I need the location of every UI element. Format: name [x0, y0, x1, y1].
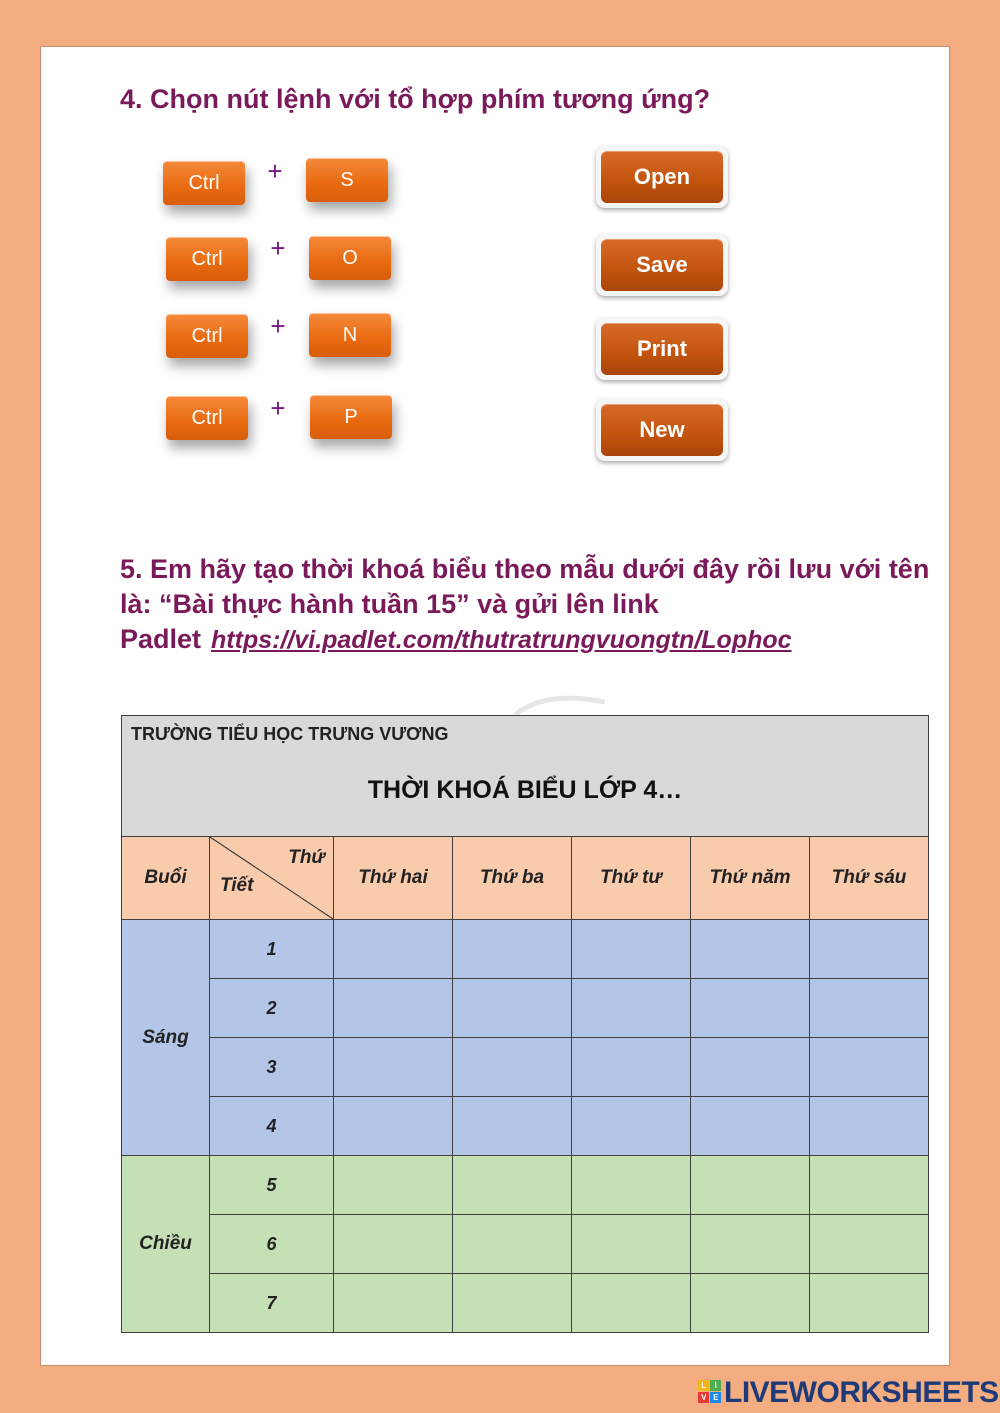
new-button[interactable]: New	[596, 399, 728, 461]
ctrl-key: Ctrl	[166, 396, 248, 440]
morning-session: Sáng	[122, 920, 210, 1156]
session-header: Buổi	[122, 837, 210, 920]
liveworksheets-logo[interactable]	[698, 1376, 999, 1410]
plus-sign: +	[270, 393, 286, 423]
day-label: Thứ	[288, 847, 325, 868]
diagonal-header	[210, 837, 334, 920]
ctrl-key: Ctrl	[163, 161, 245, 205]
period-number: 6	[210, 1215, 334, 1274]
day-header: Thứ tư	[572, 837, 691, 920]
timetable-cell[interactable]	[453, 1274, 572, 1333]
timetable	[121, 715, 929, 1333]
save-button[interactable]: Save	[596, 234, 728, 296]
plus-sign: +	[270, 233, 286, 263]
day-header: Thứ sáu	[810, 837, 929, 920]
question-5-instructions: 5. Em hãy tạo thời khoá biểu theo mẫu dưới đây rồi lưu với tên là: “Bài thực hành tuần 15” và gửi lên link Padlet	[120, 554, 930, 654]
timetable-cell[interactable]	[810, 1215, 929, 1274]
timetable-cell[interactable]	[810, 1097, 929, 1156]
timetable-cell[interactable]	[572, 979, 691, 1038]
liveworksheets-logo-icon: L I V E	[698, 1380, 722, 1404]
padlet-link[interactable]: https://vi.padlet.com/thutratrungvuongtn/Lophoc	[211, 626, 792, 654]
table-row	[122, 1215, 929, 1274]
timetable-cell[interactable]	[691, 1156, 810, 1215]
timetable-cell[interactable]	[572, 1156, 691, 1215]
timetable-cell[interactable]	[453, 1097, 572, 1156]
timetable-cell[interactable]	[572, 920, 691, 979]
question-5-text	[120, 552, 940, 658]
timetable-cell[interactable]	[691, 1215, 810, 1274]
period-number: 5	[210, 1156, 334, 1215]
table-row	[122, 1274, 929, 1333]
afternoon-session: Chiều	[122, 1156, 210, 1333]
timetable-cell[interactable]	[572, 1038, 691, 1097]
timetable-cell[interactable]	[334, 1097, 453, 1156]
timetable-cell[interactable]	[691, 979, 810, 1038]
period-number: 3	[210, 1038, 334, 1097]
timetable-cell[interactable]	[453, 1038, 572, 1097]
shortcut-key-p: P	[310, 395, 392, 439]
timetable-title: THỜI KHOÁ BIỂU LỚP 4…	[367, 776, 683, 804]
plus-sign: +	[270, 311, 286, 341]
period-number: 2	[210, 979, 334, 1038]
period-number: 1	[210, 920, 334, 979]
ctrl-key: Ctrl	[166, 237, 248, 281]
timetable-cell[interactable]	[691, 1038, 810, 1097]
timetable-cell[interactable]	[453, 920, 572, 979]
timetable-cell[interactable]	[691, 920, 810, 979]
timetable-cell[interactable]	[810, 920, 929, 979]
question-4-title: 4. Chọn nút lệnh với tổ hợp phím tương ứng?	[120, 84, 711, 114]
timetable-cell[interactable]	[691, 1274, 810, 1333]
timetable-cell[interactable]	[572, 1215, 691, 1274]
liveworksheets-wordmark: LIVEWORKSHEETS	[724, 1376, 999, 1409]
timetable-cell[interactable]	[334, 920, 453, 979]
timetable-cell[interactable]	[334, 1156, 453, 1215]
shortcut-key-s: S	[306, 158, 388, 202]
period-label: Tiết	[220, 875, 254, 896]
day-header: Thứ năm	[691, 837, 810, 920]
timetable-cell[interactable]	[453, 979, 572, 1038]
open-button[interactable]: Open	[596, 146, 728, 208]
timetable-cell[interactable]	[572, 1097, 691, 1156]
timetable-cell[interactable]	[810, 1038, 929, 1097]
timetable-cell[interactable]	[810, 979, 929, 1038]
school-name: TRƯỜNG TIỂU HỌC TRƯNG VƯƠNG	[131, 724, 449, 744]
day-header: Thứ ba	[453, 837, 572, 920]
table-row	[122, 1156, 929, 1215]
table-row	[122, 1097, 929, 1156]
timetable-cell[interactable]	[453, 1156, 572, 1215]
timetable-cell[interactable]	[691, 1097, 810, 1156]
table-row	[122, 920, 929, 979]
timetable-banner	[122, 716, 929, 837]
day-header: Thứ hai	[334, 837, 453, 920]
print-button[interactable]: Print	[596, 318, 728, 380]
timetable-cell[interactable]	[810, 1156, 929, 1215]
timetable-cell[interactable]	[453, 1215, 572, 1274]
ctrl-key: Ctrl	[166, 314, 248, 358]
plus-sign: +	[267, 156, 283, 186]
timetable-cell[interactable]	[334, 1215, 453, 1274]
timetable-cell[interactable]	[572, 1274, 691, 1333]
table-row	[122, 1038, 929, 1097]
shortcut-key-o: O	[309, 236, 391, 280]
timetable-cell[interactable]	[810, 1274, 929, 1333]
timetable-cell[interactable]	[334, 1274, 453, 1333]
shortcut-key-n: N	[309, 313, 391, 357]
timetable-cell[interactable]	[334, 1038, 453, 1097]
period-number: 4	[210, 1097, 334, 1156]
timetable-cell[interactable]	[334, 979, 453, 1038]
period-number: 7	[210, 1274, 334, 1333]
table-row	[122, 979, 929, 1038]
